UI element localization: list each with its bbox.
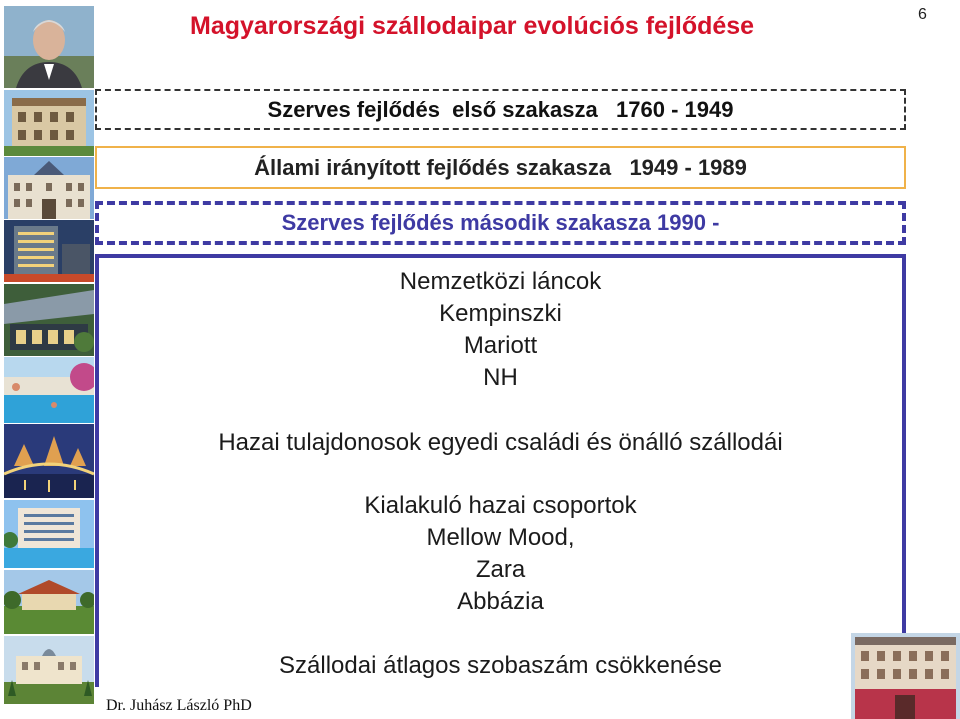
manor-house-photo — [4, 570, 94, 634]
portrait-photo — [4, 6, 94, 88]
phase-box-second-organic — [95, 201, 906, 245]
chain-item: NH — [483, 364, 518, 391]
chain-item: Kempinszki — [439, 300, 562, 327]
phase-box-first-organic — [95, 89, 906, 130]
author-credit: Dr. Juhász László PhD — [106, 697, 252, 714]
hotel-entrance-photo — [4, 284, 94, 356]
city-hotel-photo — [851, 633, 960, 719]
trend-line: Szállodai átlagos szobaszám csökkenése — [279, 652, 722, 679]
owners-line: Hazai tulajdonosok egyedi családi és önálló szállodái — [218, 429, 783, 456]
phase-label: Szerves fejlődés első szakasza 1760 - 1949 — [267, 96, 734, 122]
slide-title: Magyarországi szállodaipar evolúciós fejlődése — [190, 12, 755, 40]
modern-hotel-photo — [4, 220, 94, 282]
page-number: 6 — [918, 6, 927, 23]
palace-hotel-photo — [4, 157, 94, 219]
chain-item: Mariott — [463, 332, 538, 359]
group-item: Zara — [475, 556, 526, 583]
chains-heading: Nemzetközi láncok — [399, 268, 602, 295]
phase-label: Szerves fejlődés második szakasza 1990 - — [281, 210, 720, 235]
resort-pool-photo — [4, 500, 94, 568]
groups-heading: Kialakuló hazai csoportok — [364, 492, 637, 519]
pool-resort-photo — [4, 357, 94, 423]
group-item: Mellow Mood, — [426, 524, 575, 551]
budapest-night-photo — [4, 424, 94, 498]
group-item: Abbázia — [457, 588, 544, 615]
phase-label: Állami irányított fejlődés szakasza 1949 - 1989 — [254, 154, 747, 180]
castle-hotel-photo — [4, 636, 94, 704]
content-panel — [95, 254, 906, 687]
phase-box-state-directed — [95, 146, 906, 189]
historic-hotel-photo — [4, 90, 94, 156]
